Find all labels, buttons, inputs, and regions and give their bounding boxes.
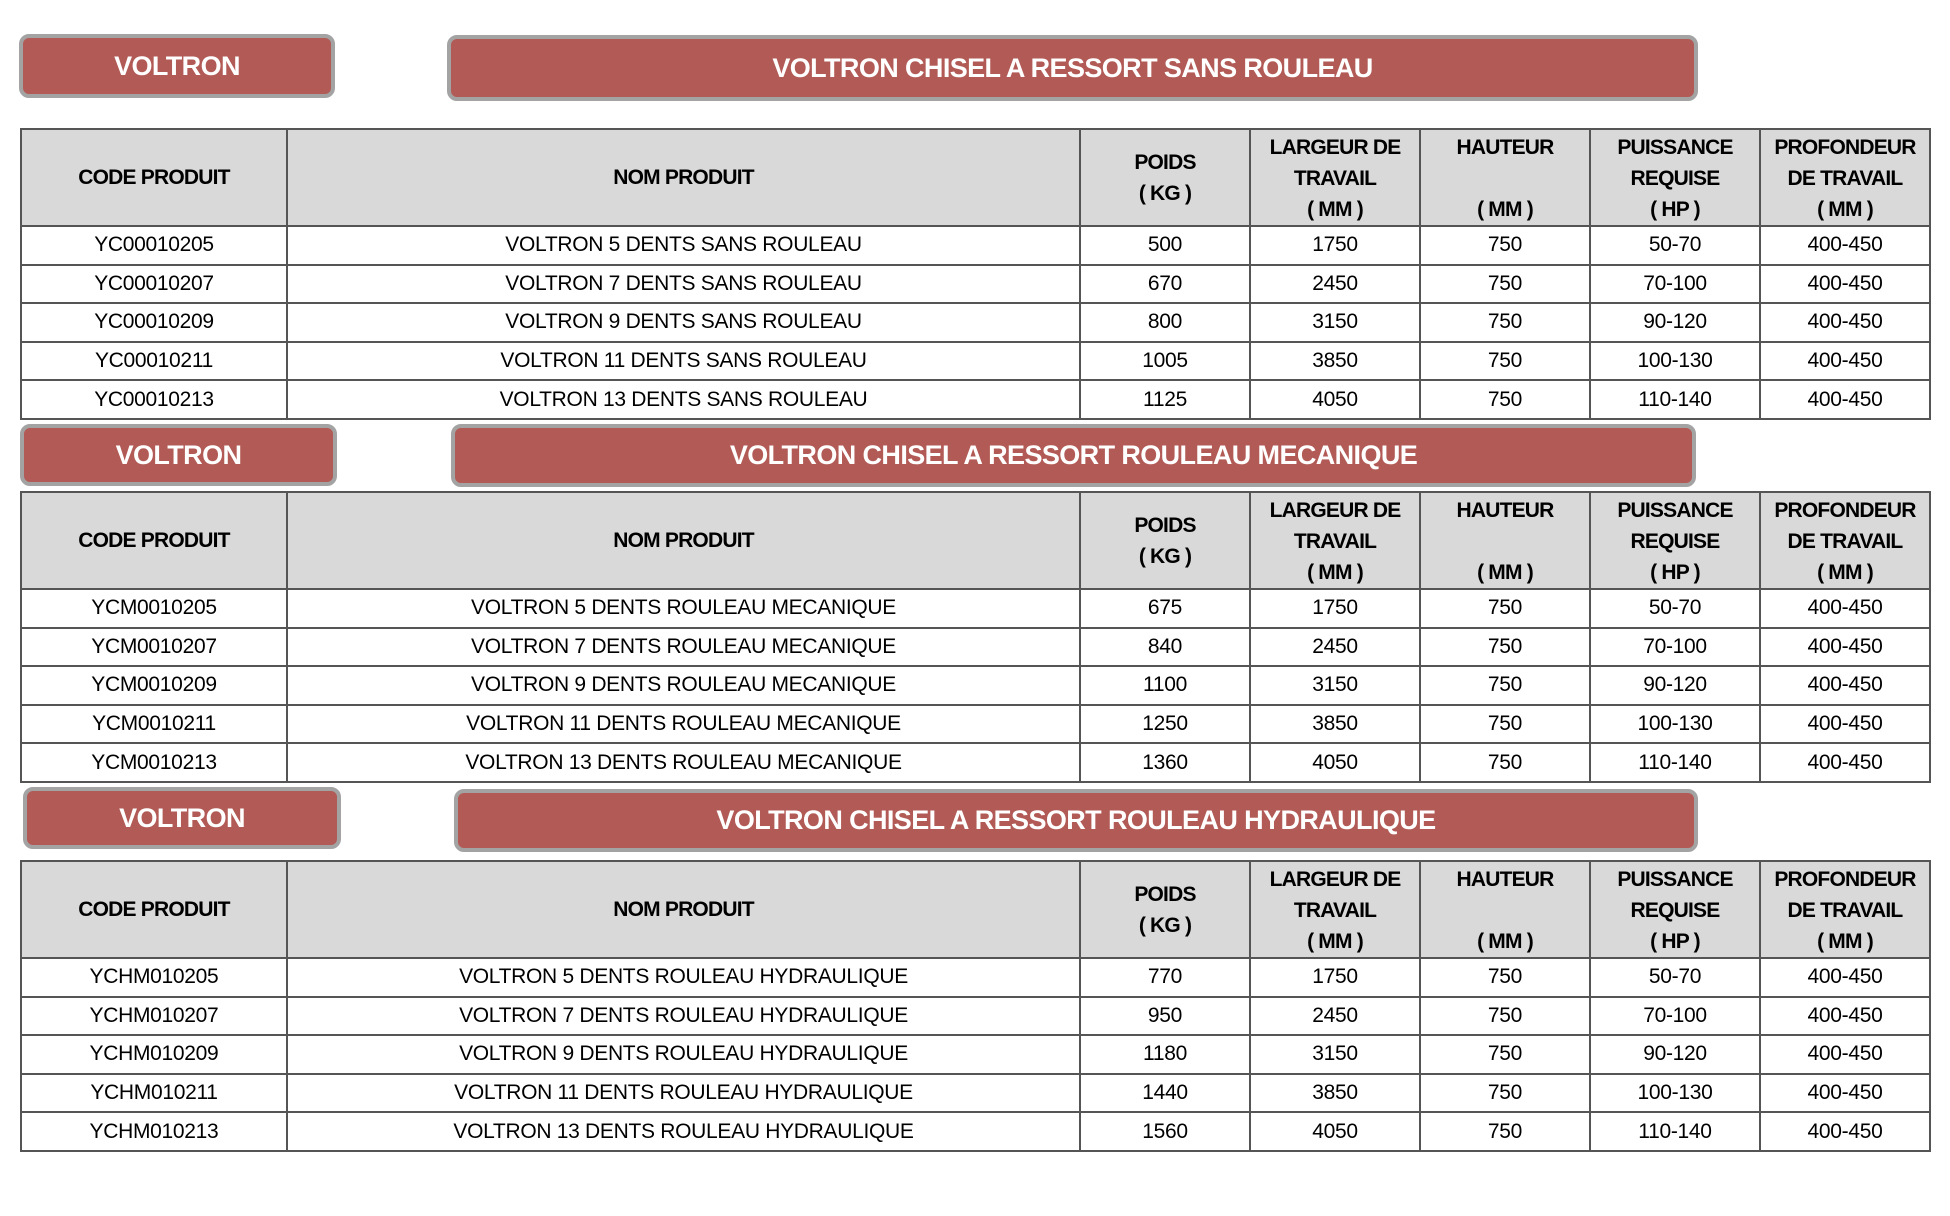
cell-hauteur: 750 bbox=[1420, 265, 1590, 304]
column-header-line: ( MM ) bbox=[1817, 198, 1873, 221]
table-row bbox=[21, 958, 1930, 997]
column-header-hauteur bbox=[1420, 861, 1590, 958]
cell-profondeur: 400-450 bbox=[1760, 342, 1930, 381]
column-header-code bbox=[21, 492, 287, 589]
cell-name: VOLTRON 11 DENTS SANS ROULEAU bbox=[287, 342, 1080, 381]
column-header-puissance bbox=[1590, 492, 1760, 589]
column-header-hauteur bbox=[1420, 492, 1590, 589]
cell-poids: 1560 bbox=[1080, 1112, 1250, 1151]
cell-largeur: 3850 bbox=[1250, 342, 1420, 381]
cell-hauteur: 750 bbox=[1420, 743, 1590, 782]
column-header-line: CODE PRODUIT bbox=[78, 166, 230, 189]
column-header-line bbox=[1421, 163, 1589, 194]
cell-poids: 675 bbox=[1080, 589, 1250, 628]
column-header-poids bbox=[1080, 861, 1250, 958]
cell-largeur: 2450 bbox=[1250, 628, 1420, 667]
cell-profondeur: 400-450 bbox=[1760, 265, 1930, 304]
column-header-profondeur bbox=[1760, 129, 1930, 226]
cell-hauteur: 750 bbox=[1420, 628, 1590, 667]
column-header-largeur bbox=[1250, 129, 1420, 226]
cell-largeur: 1750 bbox=[1250, 958, 1420, 997]
spec-table-rouleau-mecanique bbox=[20, 491, 1931, 783]
table-row bbox=[21, 997, 1930, 1036]
column-header-line: HAUTEUR bbox=[1456, 868, 1554, 891]
cell-name: VOLTRON 7 DENTS ROULEAU HYDRAULIQUE bbox=[287, 997, 1080, 1036]
column-header-line: ( MM ) bbox=[1817, 561, 1873, 584]
cell-name: VOLTRON 9 DENTS ROULEAU HYDRAULIQUE bbox=[287, 1035, 1080, 1074]
column-header-line: ( MM ) bbox=[1307, 561, 1363, 584]
cell-poids: 770 bbox=[1080, 958, 1250, 997]
column-header-line: PROFONDEUR bbox=[1774, 868, 1916, 891]
column-header-line: ( HP ) bbox=[1650, 561, 1700, 584]
column-header-line: LARGEUR DE bbox=[1269, 868, 1401, 891]
column-header-line: TRAVAIL bbox=[1293, 530, 1377, 553]
cell-hauteur: 750 bbox=[1420, 589, 1590, 628]
table-row bbox=[21, 743, 1930, 782]
cell-profondeur: 400-450 bbox=[1760, 666, 1930, 705]
cell-hauteur: 750 bbox=[1420, 226, 1590, 265]
column-header-line: PROFONDEUR bbox=[1774, 136, 1916, 159]
cell-largeur: 3850 bbox=[1250, 1074, 1420, 1113]
cell-code: YC00010205 bbox=[21, 226, 287, 265]
header-row bbox=[21, 129, 1930, 226]
spec-table-sans-rouleau bbox=[20, 128, 1931, 420]
cell-poids: 840 bbox=[1080, 628, 1250, 667]
column-header-line: HAUTEUR bbox=[1456, 136, 1554, 159]
cell-name: VOLTRON 9 DENTS SANS ROULEAU bbox=[287, 303, 1080, 342]
column-header-poids bbox=[1080, 129, 1250, 226]
cell-puissance: 110-140 bbox=[1590, 380, 1760, 419]
cell-profondeur: 400-450 bbox=[1760, 1112, 1930, 1151]
column-header-line: ( MM ) bbox=[1817, 930, 1873, 953]
cell-hauteur: 750 bbox=[1420, 1074, 1590, 1113]
section-title-sans-rouleau: VOLTRON CHISEL A RESSORT SANS ROULEAU bbox=[447, 35, 1698, 101]
cell-name: VOLTRON 7 DENTS SANS ROULEAU bbox=[287, 265, 1080, 304]
column-header-line: CODE PRODUIT bbox=[78, 898, 230, 921]
cell-profondeur: 400-450 bbox=[1760, 226, 1930, 265]
column-header-line: NOM PRODUIT bbox=[613, 529, 754, 552]
column-header-puissance bbox=[1590, 861, 1760, 958]
cell-profondeur: 400-450 bbox=[1760, 380, 1930, 419]
cell-puissance: 100-130 bbox=[1590, 342, 1760, 381]
column-header-line: REQUISE bbox=[1630, 167, 1720, 190]
cell-puissance: 70-100 bbox=[1590, 628, 1760, 667]
cell-largeur: 1750 bbox=[1250, 226, 1420, 265]
cell-code: YCHM010213 bbox=[21, 1112, 287, 1151]
column-header-line: CODE PRODUIT bbox=[78, 529, 230, 552]
cell-puissance: 90-120 bbox=[1590, 1035, 1760, 1074]
cell-code: YCHM010211 bbox=[21, 1074, 287, 1113]
cell-name: VOLTRON 7 DENTS ROULEAU MECANIQUE bbox=[287, 628, 1080, 667]
cell-largeur: 4050 bbox=[1250, 380, 1420, 419]
table-row bbox=[21, 1074, 1930, 1113]
column-header-line: ( MM ) bbox=[1307, 198, 1363, 221]
cell-poids: 800 bbox=[1080, 303, 1250, 342]
cell-profondeur: 400-450 bbox=[1760, 303, 1930, 342]
column-header-line: HAUTEUR bbox=[1456, 499, 1554, 522]
column-header-line bbox=[1421, 526, 1589, 557]
cell-code: YC00010209 bbox=[21, 303, 287, 342]
header-row bbox=[21, 492, 1930, 589]
column-header-line: LARGEUR DE bbox=[1269, 499, 1401, 522]
column-header-line: TRAVAIL bbox=[1293, 899, 1377, 922]
header-row bbox=[21, 861, 1930, 958]
cell-profondeur: 400-450 bbox=[1760, 1035, 1930, 1074]
column-header-line: ( KG ) bbox=[1138, 913, 1192, 937]
column-header-line: POIDS bbox=[1134, 150, 1196, 174]
cell-code: YCHM010205 bbox=[21, 958, 287, 997]
cell-profondeur: 400-450 bbox=[1760, 705, 1930, 744]
cell-puissance: 100-130 bbox=[1590, 705, 1760, 744]
cell-profondeur: 400-450 bbox=[1760, 589, 1930, 628]
cell-poids: 1125 bbox=[1080, 380, 1250, 419]
cell-name: VOLTRON 13 DENTS ROULEAU MECANIQUE bbox=[287, 743, 1080, 782]
column-header-line: NOM PRODUIT bbox=[613, 898, 754, 921]
column-header-hauteur bbox=[1420, 129, 1590, 226]
column-header-line: DE TRAVAIL bbox=[1787, 899, 1903, 922]
cell-puissance: 90-120 bbox=[1590, 666, 1760, 705]
table-row bbox=[21, 226, 1930, 265]
table-row bbox=[21, 303, 1930, 342]
cell-name: VOLTRON 11 DENTS ROULEAU MECANIQUE bbox=[287, 705, 1080, 744]
column-header-line: TRAVAIL bbox=[1293, 167, 1377, 190]
cell-name: VOLTRON 11 DENTS ROULEAU HYDRAULIQUE bbox=[287, 1074, 1080, 1113]
cell-name: VOLTRON 5 DENTS ROULEAU HYDRAULIQUE bbox=[287, 958, 1080, 997]
cell-name: VOLTRON 9 DENTS ROULEAU MECANIQUE bbox=[287, 666, 1080, 705]
cell-hauteur: 750 bbox=[1420, 1035, 1590, 1074]
cell-poids: 670 bbox=[1080, 265, 1250, 304]
column-header-line: ( MM ) bbox=[1477, 561, 1533, 584]
cell-largeur: 4050 bbox=[1250, 743, 1420, 782]
table-row bbox=[21, 589, 1930, 628]
cell-largeur: 3850 bbox=[1250, 705, 1420, 744]
cell-puissance: 70-100 bbox=[1590, 265, 1760, 304]
cell-hauteur: 750 bbox=[1420, 1112, 1590, 1151]
column-header-line: ( MM ) bbox=[1307, 930, 1363, 953]
column-header-largeur bbox=[1250, 492, 1420, 589]
cell-code: YCM0010209 bbox=[21, 666, 287, 705]
brand-badge: VOLTRON bbox=[20, 424, 337, 486]
cell-hauteur: 750 bbox=[1420, 666, 1590, 705]
cell-poids: 950 bbox=[1080, 997, 1250, 1036]
column-header-profondeur bbox=[1760, 861, 1930, 958]
cell-puissance: 70-100 bbox=[1590, 997, 1760, 1036]
cell-hauteur: 750 bbox=[1420, 705, 1590, 744]
table-row bbox=[21, 1035, 1930, 1074]
column-header-line: PUISSANCE bbox=[1617, 868, 1733, 891]
cell-poids: 1360 bbox=[1080, 743, 1250, 782]
column-header-line: NOM PRODUIT bbox=[613, 166, 754, 189]
cell-profondeur: 400-450 bbox=[1760, 628, 1930, 667]
cell-code: YCM0010213 bbox=[21, 743, 287, 782]
column-header-line: REQUISE bbox=[1630, 530, 1720, 553]
column-header-name bbox=[287, 492, 1080, 589]
cell-poids: 1180 bbox=[1080, 1035, 1250, 1074]
cell-largeur: 3150 bbox=[1250, 666, 1420, 705]
table-row bbox=[21, 628, 1930, 667]
table-row bbox=[21, 265, 1930, 304]
cell-poids: 1250 bbox=[1080, 705, 1250, 744]
cell-code: YCHM010209 bbox=[21, 1035, 287, 1074]
column-header-line: PUISSANCE bbox=[1617, 499, 1733, 522]
cell-largeur: 4050 bbox=[1250, 1112, 1420, 1151]
cell-largeur: 1750 bbox=[1250, 589, 1420, 628]
cell-poids: 500 bbox=[1080, 226, 1250, 265]
cell-profondeur: 400-450 bbox=[1760, 958, 1930, 997]
column-header-line: PROFONDEUR bbox=[1774, 499, 1916, 522]
column-header-line: ( HP ) bbox=[1650, 198, 1700, 221]
cell-name: VOLTRON 13 DENTS SANS ROULEAU bbox=[287, 380, 1080, 419]
cell-code: YC00010213 bbox=[21, 380, 287, 419]
cell-largeur: 3150 bbox=[1250, 303, 1420, 342]
column-header-poids bbox=[1080, 492, 1250, 589]
cell-profondeur: 400-450 bbox=[1760, 1074, 1930, 1113]
cell-poids: 1100 bbox=[1080, 666, 1250, 705]
column-header-line: DE TRAVAIL bbox=[1787, 530, 1903, 553]
cell-puissance: 50-70 bbox=[1590, 226, 1760, 265]
column-header-largeur bbox=[1250, 861, 1420, 958]
column-header-line: POIDS bbox=[1134, 513, 1196, 537]
cell-largeur: 2450 bbox=[1250, 265, 1420, 304]
column-header-name bbox=[287, 861, 1080, 958]
cell-hauteur: 750 bbox=[1420, 997, 1590, 1036]
table-row bbox=[21, 1112, 1930, 1151]
column-header-profondeur bbox=[1760, 492, 1930, 589]
cell-code: YCM0010211 bbox=[21, 705, 287, 744]
cell-code: YCHM010207 bbox=[21, 997, 287, 1036]
cell-hauteur: 750 bbox=[1420, 303, 1590, 342]
cell-poids: 1005 bbox=[1080, 342, 1250, 381]
column-header-line: ( KG ) bbox=[1138, 544, 1192, 568]
cell-code: YCM0010205 bbox=[21, 589, 287, 628]
column-header-name bbox=[287, 129, 1080, 226]
cell-code: YC00010211 bbox=[21, 342, 287, 381]
section-title-rouleau-mecanique: VOLTRON CHISEL A RESSORT ROULEAU MECANIQUE bbox=[451, 424, 1696, 487]
column-header-line: LARGEUR DE bbox=[1269, 136, 1401, 159]
cell-puissance: 110-140 bbox=[1590, 1112, 1760, 1151]
cell-puissance: 90-120 bbox=[1590, 303, 1760, 342]
column-header-line: ( MM ) bbox=[1477, 930, 1533, 953]
column-header-line: ( KG ) bbox=[1138, 181, 1192, 205]
cell-profondeur: 400-450 bbox=[1760, 997, 1930, 1036]
cell-puissance: 100-130 bbox=[1590, 1074, 1760, 1113]
cell-hauteur: 750 bbox=[1420, 342, 1590, 381]
cell-hauteur: 750 bbox=[1420, 958, 1590, 997]
column-header-code bbox=[21, 861, 287, 958]
column-header-code bbox=[21, 129, 287, 226]
cell-name: VOLTRON 5 DENTS ROULEAU MECANIQUE bbox=[287, 589, 1080, 628]
cell-puissance: 50-70 bbox=[1590, 958, 1760, 997]
section-title-rouleau-hydraulique: VOLTRON CHISEL A RESSORT ROULEAU HYDRAULIQUE bbox=[454, 789, 1698, 852]
brand-badge: VOLTRON bbox=[19, 34, 335, 98]
cell-code: YC00010207 bbox=[21, 265, 287, 304]
table-row bbox=[21, 342, 1930, 381]
spec-table-rouleau-hydraulique bbox=[20, 860, 1931, 1152]
cell-name: VOLTRON 5 DENTS SANS ROULEAU bbox=[287, 226, 1080, 265]
column-header-puissance bbox=[1590, 129, 1760, 226]
table-row bbox=[21, 705, 1930, 744]
cell-profondeur: 400-450 bbox=[1760, 743, 1930, 782]
column-header-line: PUISSANCE bbox=[1617, 136, 1733, 159]
column-header-line: DE TRAVAIL bbox=[1787, 167, 1903, 190]
cell-largeur: 2450 bbox=[1250, 997, 1420, 1036]
column-header-line: ( MM ) bbox=[1477, 198, 1533, 221]
column-header-line bbox=[1421, 895, 1589, 926]
column-header-line: REQUISE bbox=[1630, 899, 1720, 922]
table-row bbox=[21, 666, 1930, 705]
cell-hauteur: 750 bbox=[1420, 380, 1590, 419]
cell-puissance: 50-70 bbox=[1590, 589, 1760, 628]
cell-puissance: 110-140 bbox=[1590, 743, 1760, 782]
column-header-line: POIDS bbox=[1134, 882, 1196, 906]
cell-name: VOLTRON 13 DENTS ROULEAU HYDRAULIQUE bbox=[287, 1112, 1080, 1151]
brand-badge: VOLTRON bbox=[23, 787, 341, 849]
table-row bbox=[21, 380, 1930, 419]
cell-poids: 1440 bbox=[1080, 1074, 1250, 1113]
cell-code: YCM0010207 bbox=[21, 628, 287, 667]
column-header-line: ( HP ) bbox=[1650, 930, 1700, 953]
cell-largeur: 3150 bbox=[1250, 1035, 1420, 1074]
